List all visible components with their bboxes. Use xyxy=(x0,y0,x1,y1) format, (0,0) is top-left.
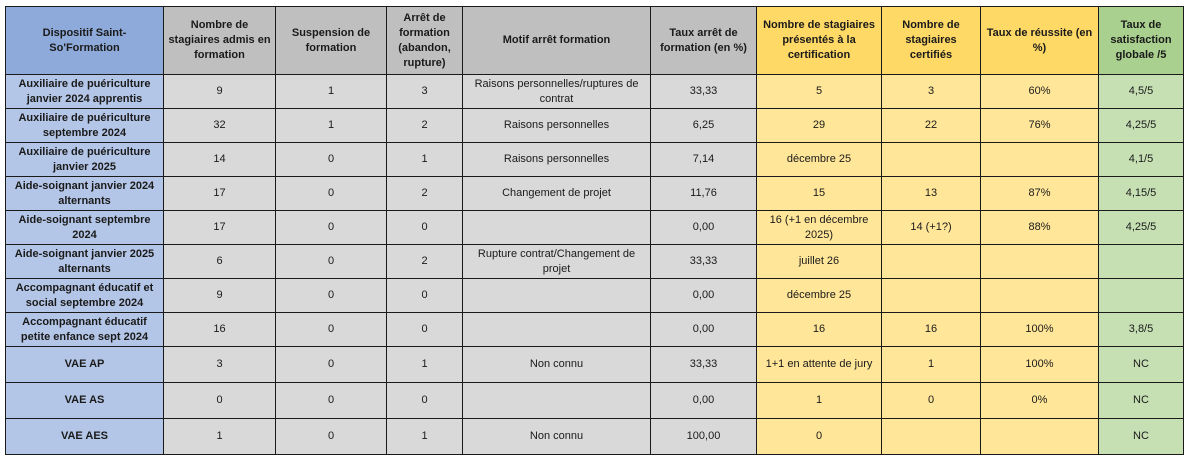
cell-dispositif: VAE AP xyxy=(6,347,164,383)
cell-satisfaction xyxy=(1099,279,1184,313)
cell-admis: 0 xyxy=(164,383,276,419)
cell-taux-arret: 0,00 xyxy=(651,211,757,245)
header-arret: Arrêt de formation (abandon, rupture) xyxy=(387,7,463,75)
header-taux-arret: Taux arrêt de formation (en %) xyxy=(651,7,757,75)
header-certifies: Nombre de stagiaires certifiés xyxy=(882,7,981,75)
table-body xyxy=(6,75,1184,455)
cell-arret: 1 xyxy=(387,419,463,455)
cell-arret: 3 xyxy=(387,75,463,109)
cell-taux-reussite: 76% xyxy=(981,109,1099,143)
cell-admis: 17 xyxy=(164,177,276,211)
cell-taux-arret: 0,00 xyxy=(651,313,757,347)
cell-dispositif: Auxiliaire de puériculture janvier 2024 apprentis xyxy=(6,75,164,109)
cell-certifies: 16 xyxy=(882,313,981,347)
cell-satisfaction: NC xyxy=(1099,383,1184,419)
header-dispositif: Dispositif Saint-So'Formation xyxy=(6,7,164,75)
cell-arret: 0 xyxy=(387,211,463,245)
cell-dispositif: Aide-soignant septembre 2024 xyxy=(6,211,164,245)
cell-satisfaction: NC xyxy=(1099,419,1184,455)
cell-certifies: 13 xyxy=(882,177,981,211)
cell-taux-arret: 0,00 xyxy=(651,279,757,313)
cell-motif: Changement de projet xyxy=(463,177,651,211)
cell-taux-arret: 6,25 xyxy=(651,109,757,143)
cell-taux-reussite xyxy=(981,245,1099,279)
cell-suspension: 0 xyxy=(276,279,387,313)
cell-admis: 1 xyxy=(164,419,276,455)
cell-certifies xyxy=(882,143,981,177)
table-row xyxy=(6,347,1184,383)
table-row xyxy=(6,279,1184,313)
table-row xyxy=(6,211,1184,245)
cell-certifies xyxy=(882,279,981,313)
cell-certifies: 3 xyxy=(882,75,981,109)
cell-presentes: 1+1 en attente de jury xyxy=(757,347,882,383)
cell-presentes: 0 xyxy=(757,419,882,455)
cell-admis: 9 xyxy=(164,279,276,313)
cell-suspension: 0 xyxy=(276,211,387,245)
cell-satisfaction: 4,25/5 xyxy=(1099,211,1184,245)
header-motif: Motif arrêt formation xyxy=(463,7,651,75)
cell-motif xyxy=(463,313,651,347)
cell-satisfaction: NC xyxy=(1099,347,1184,383)
cell-certifies: 22 xyxy=(882,109,981,143)
table-row xyxy=(6,143,1184,177)
cell-admis: 3 xyxy=(164,347,276,383)
cell-dispositif: Accompagnant éducatif petite enfance sept 2024 xyxy=(6,313,164,347)
cell-certifies: 1 xyxy=(882,347,981,383)
cell-satisfaction: 4,25/5 xyxy=(1099,109,1184,143)
cell-admis: 17 xyxy=(164,211,276,245)
cell-motif: Raisons personnelles xyxy=(463,143,651,177)
cell-presentes: 15 xyxy=(757,177,882,211)
cell-arret: 1 xyxy=(387,347,463,383)
cell-motif xyxy=(463,211,651,245)
cell-certifies xyxy=(882,245,981,279)
cell-motif xyxy=(463,383,651,419)
table-row xyxy=(6,383,1184,419)
cell-certifies: 0 xyxy=(882,383,981,419)
cell-satisfaction: 4,1/5 xyxy=(1099,143,1184,177)
cell-dispositif: Auxiliaire de puériculture septembre 2024 xyxy=(6,109,164,143)
training-results-table xyxy=(5,6,1184,455)
cell-arret: 0 xyxy=(387,279,463,313)
cell-suspension: 1 xyxy=(276,75,387,109)
cell-suspension: 0 xyxy=(276,383,387,419)
table-row xyxy=(6,313,1184,347)
cell-arret: 2 xyxy=(387,177,463,211)
cell-taux-reussite xyxy=(981,419,1099,455)
cell-motif: Non connu xyxy=(463,419,651,455)
cell-dispositif: Auxiliaire de puériculture janvier 2025 xyxy=(6,143,164,177)
cell-presentes: 5 xyxy=(757,75,882,109)
cell-admis: 14 xyxy=(164,143,276,177)
cell-arret: 0 xyxy=(387,313,463,347)
cell-satisfaction xyxy=(1099,245,1184,279)
table-row xyxy=(6,245,1184,279)
cell-taux-arret: 0,00 xyxy=(651,383,757,419)
cell-presentes: 16 (+1 en décembre 2025) xyxy=(757,211,882,245)
cell-taux-reussite xyxy=(981,279,1099,313)
cell-dispositif: Aide-soignant janvier 2024 alternants xyxy=(6,177,164,211)
cell-taux-reussite: 0% xyxy=(981,383,1099,419)
table-row xyxy=(6,75,1184,109)
cell-presentes: décembre 25 xyxy=(757,143,882,177)
cell-taux-reussite: 100% xyxy=(981,313,1099,347)
header-row xyxy=(6,7,1184,75)
cell-taux-arret: 7,14 xyxy=(651,143,757,177)
cell-satisfaction: 4,5/5 xyxy=(1099,75,1184,109)
cell-taux-arret: 33,33 xyxy=(651,75,757,109)
cell-satisfaction: 3,8/5 xyxy=(1099,313,1184,347)
cell-taux-reussite: 88% xyxy=(981,211,1099,245)
header-satisfaction: Taux de satisfaction globale /5 xyxy=(1099,7,1184,75)
cell-suspension: 0 xyxy=(276,347,387,383)
cell-suspension: 0 xyxy=(276,245,387,279)
cell-suspension: 0 xyxy=(276,419,387,455)
cell-arret: 2 xyxy=(387,109,463,143)
cell-certifies: 14 (+1?) xyxy=(882,211,981,245)
cell-motif: Non connu xyxy=(463,347,651,383)
cell-certifies xyxy=(882,419,981,455)
cell-admis: 9 xyxy=(164,75,276,109)
cell-motif: Rupture contrat/Changement de projet xyxy=(463,245,651,279)
cell-motif: Raisons personnelles/ruptures de contrat xyxy=(463,75,651,109)
cell-motif: Raisons personnelles xyxy=(463,109,651,143)
cell-dispositif: Aide-soignant janvier 2025 alternants xyxy=(6,245,164,279)
cell-admis: 16 xyxy=(164,313,276,347)
cell-suspension: 0 xyxy=(276,177,387,211)
cell-dispositif: VAE AS xyxy=(6,383,164,419)
header-taux-reussite: Taux de réussite (en %) xyxy=(981,7,1099,75)
header-admis: Nombre de stagiaires admis en formation xyxy=(164,7,276,75)
cell-presentes: 29 xyxy=(757,109,882,143)
cell-taux-arret: 100,00 xyxy=(651,419,757,455)
cell-presentes: 16 xyxy=(757,313,882,347)
cell-satisfaction: 4,15/5 xyxy=(1099,177,1184,211)
cell-taux-arret: 33,33 xyxy=(651,347,757,383)
table-row xyxy=(6,109,1184,143)
cell-suspension: 0 xyxy=(276,313,387,347)
cell-taux-reussite: 87% xyxy=(981,177,1099,211)
cell-taux-reussite: 100% xyxy=(981,347,1099,383)
cell-dispositif: Accompagnant éducatif et social septembre 2024 xyxy=(6,279,164,313)
cell-presentes: 1 xyxy=(757,383,882,419)
header-presentes: Nombre de stagiaires présentés à la certification xyxy=(757,7,882,75)
cell-motif xyxy=(463,279,651,313)
cell-presentes: décembre 25 xyxy=(757,279,882,313)
cell-admis: 6 xyxy=(164,245,276,279)
cell-taux-arret: 33,33 xyxy=(651,245,757,279)
cell-dispositif: VAE AES xyxy=(6,419,164,455)
cell-arret: 2 xyxy=(387,245,463,279)
cell-admis: 32 xyxy=(164,109,276,143)
cell-arret: 0 xyxy=(387,383,463,419)
cell-taux-reussite: 60% xyxy=(981,75,1099,109)
cell-taux-arret: 11,76 xyxy=(651,177,757,211)
cell-suspension: 1 xyxy=(276,109,387,143)
table-row xyxy=(6,419,1184,455)
cell-arret: 1 xyxy=(387,143,463,177)
cell-suspension: 0 xyxy=(276,143,387,177)
cell-presentes: juillet 26 xyxy=(757,245,882,279)
cell-taux-reussite xyxy=(981,143,1099,177)
table-row xyxy=(6,177,1184,211)
header-suspension: Suspension de formation xyxy=(276,7,387,75)
